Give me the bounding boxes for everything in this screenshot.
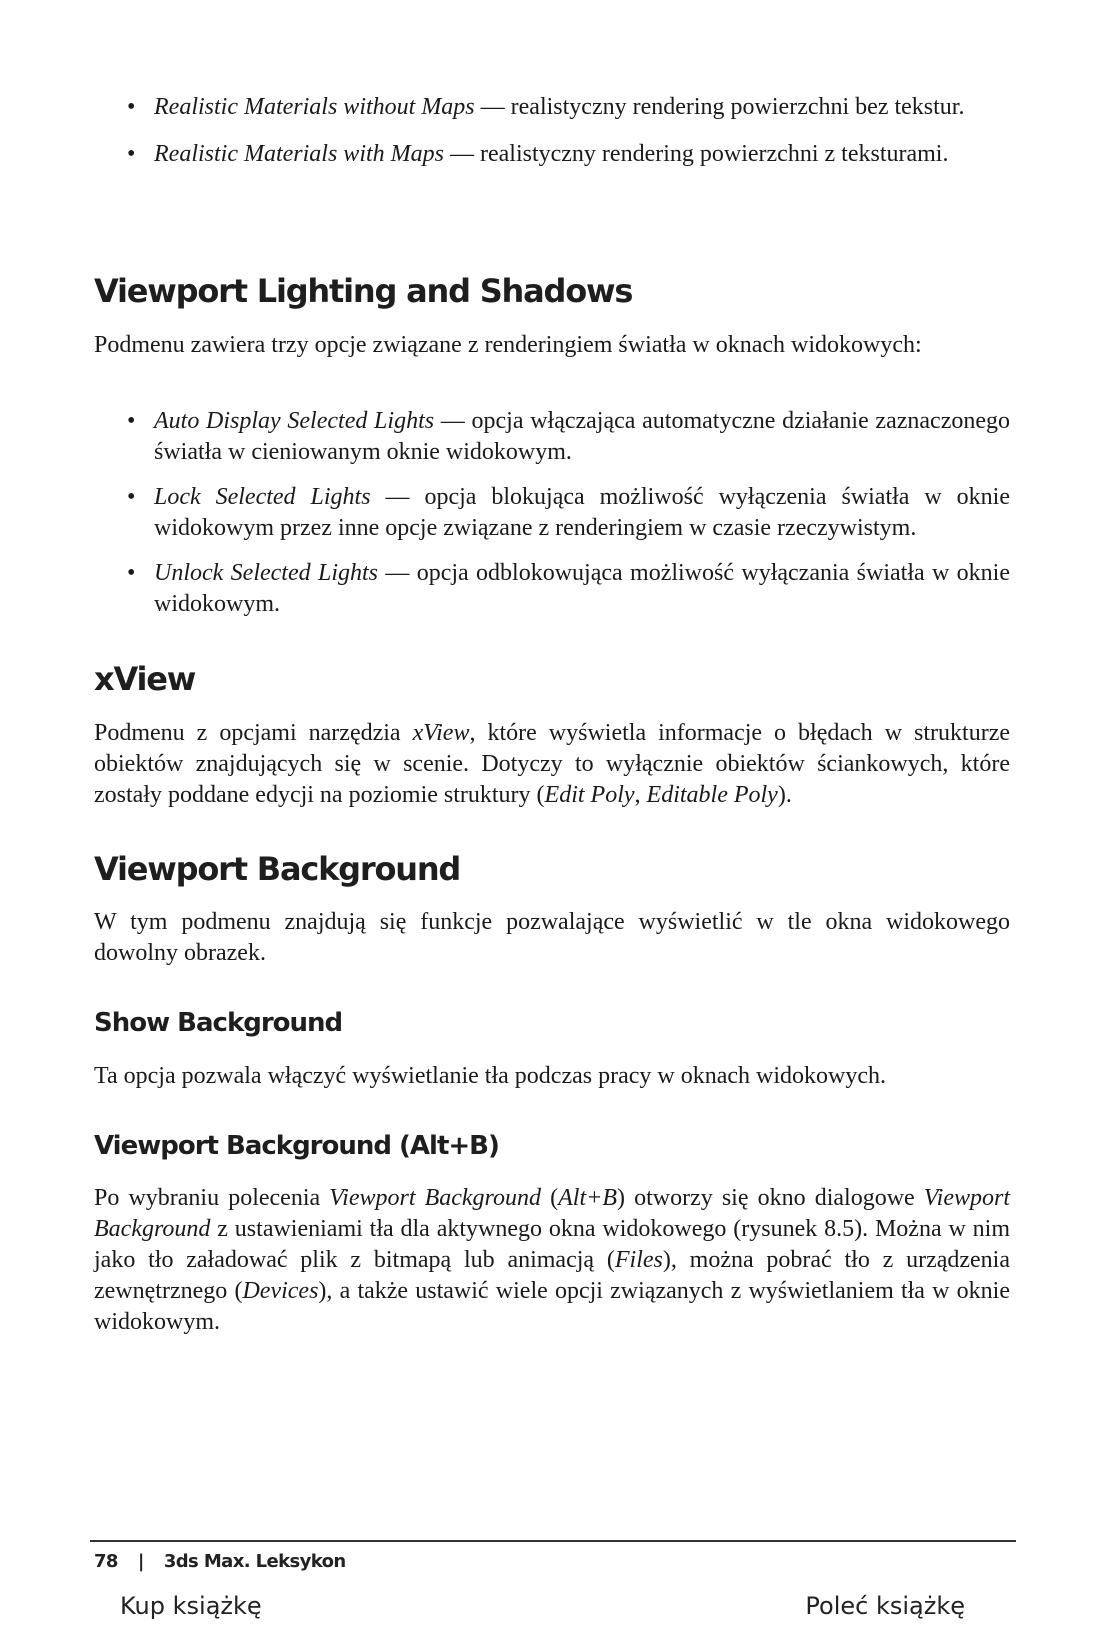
- show-background-text: Ta opcja pozwala włączyć wyświetlanie tła podczas pracy w oknach widokowych.: [94, 1063, 887, 1089]
- list-term: Auto Display Selected Lights: [154, 408, 435, 434]
- subheading-show-background: Show Background: [94, 1008, 343, 1038]
- list-item: [94, 406, 1010, 468]
- list-item: [94, 92, 1010, 123]
- footer-separator: |: [137, 1551, 144, 1572]
- text-run: ) otworzy się okno dialogowe: [616, 1185, 924, 1211]
- text-run: ,: [634, 782, 647, 808]
- section-heading-background: Viewport Background: [94, 850, 461, 888]
- list-desc: — realistyczny rendering powierzchni z teksturami.: [443, 141, 949, 167]
- section-heading-xview: xView: [94, 660, 196, 698]
- list-desc: — opcja odblokowująca możliwość wyłączania światła w oknie widokowym.: [154, 560, 1011, 617]
- text-run: z ustawieniami tła dla aktywnego okna widokowego (rysunek 8.5). Można w nim jako tło załadować plik z bitmapą lub animacją (: [94, 1216, 1010, 1273]
- materials-list: [94, 92, 1010, 170]
- text-run: ).: [777, 782, 792, 808]
- text-run: , które wyświetla informacje o błędach w strukturze obiektów znajdujących się w scenie. Dotyczy to wyłącznie obiektów ściankowych, które zostały poddane edycji na poziomie struktury (: [94, 720, 1010, 808]
- list-item: [94, 482, 1010, 544]
- buy-book-link[interactable]: Kup książkę: [120, 1592, 262, 1620]
- subheading-viewport-background-alt-b: Viewport Background (Alt+B): [94, 1131, 499, 1161]
- text-run: ), można pobrać tło z urządzenia zewnętrznego (: [94, 1247, 1011, 1304]
- term-editable-poly: Editable Poly: [646, 782, 778, 808]
- book-title: 3ds Max. Leksykon: [163, 1551, 346, 1572]
- term-files: Files: [614, 1247, 663, 1273]
- recommend-book-link[interactable]: Poleć książkę: [805, 1592, 965, 1620]
- term-devices: Devices: [242, 1278, 319, 1304]
- page-number: 78: [94, 1551, 118, 1572]
- term-xview: xView: [412, 720, 470, 746]
- list-term: Lock Selected Lights: [154, 484, 371, 510]
- term-alt-b: Alt+B: [558, 1185, 617, 1211]
- bullet-icon: •: [127, 560, 136, 586]
- page-footer: [94, 1551, 346, 1572]
- text-run: Po wybraniu polecenia: [94, 1185, 330, 1211]
- lighting-intro: Podmenu zawiera trzy opcje związane z renderingiem światła w oknach widokowych:: [94, 332, 922, 358]
- text-run: ), a także ustawić wiele opcji związanych z wyświetlaniem tła w oknie widokowym.: [94, 1278, 1010, 1335]
- text-run: Podmenu z opcjami narzędzia: [94, 720, 413, 746]
- viewport-background-paragraph: [94, 1183, 1010, 1338]
- list-term: Unlock Selected Lights: [154, 560, 378, 586]
- list-term: Realistic Materials with Maps: [154, 141, 444, 167]
- list-desc: — realistyczny rendering powierzchni bez tekstur.: [474, 94, 965, 120]
- bullet-icon: •: [127, 141, 136, 167]
- term-edit-poly: Edit Poly: [544, 782, 635, 808]
- text-run: (: [541, 1185, 559, 1211]
- xview-paragraph: [94, 718, 1010, 811]
- term-viewport-background: Viewport Background: [94, 1185, 1011, 1242]
- lighting-list: [94, 406, 1010, 620]
- bullet-icon: •: [127, 484, 136, 510]
- footer-divider: [90, 1540, 1016, 1542]
- bullet-icon: •: [127, 408, 136, 434]
- list-term: Realistic Materials without Maps: [154, 94, 475, 120]
- list-item: [94, 139, 1010, 170]
- list-desc: — opcja włączająca automatyczne działanie zaznaczonego światła w cieniowanym oknie widokowym.: [154, 408, 1010, 465]
- list-desc: — opcja blokująca możliwość wyłączenia światła w oknie widokowym przez inne opcje związane z renderingiem w czasie rzeczywistym.: [154, 484, 1011, 541]
- list-item: [94, 558, 1010, 620]
- term-viewport-background: Viewport Background: [329, 1185, 542, 1211]
- section-heading-lighting: Viewport Lighting and Shadows: [94, 272, 633, 310]
- bullet-icon: •: [127, 94, 136, 120]
- background-intro: W tym podmenu znajdują się funkcje pozwalające wyświetlić w tle okna widokowego dowolny obrazek.: [94, 909, 1010, 966]
